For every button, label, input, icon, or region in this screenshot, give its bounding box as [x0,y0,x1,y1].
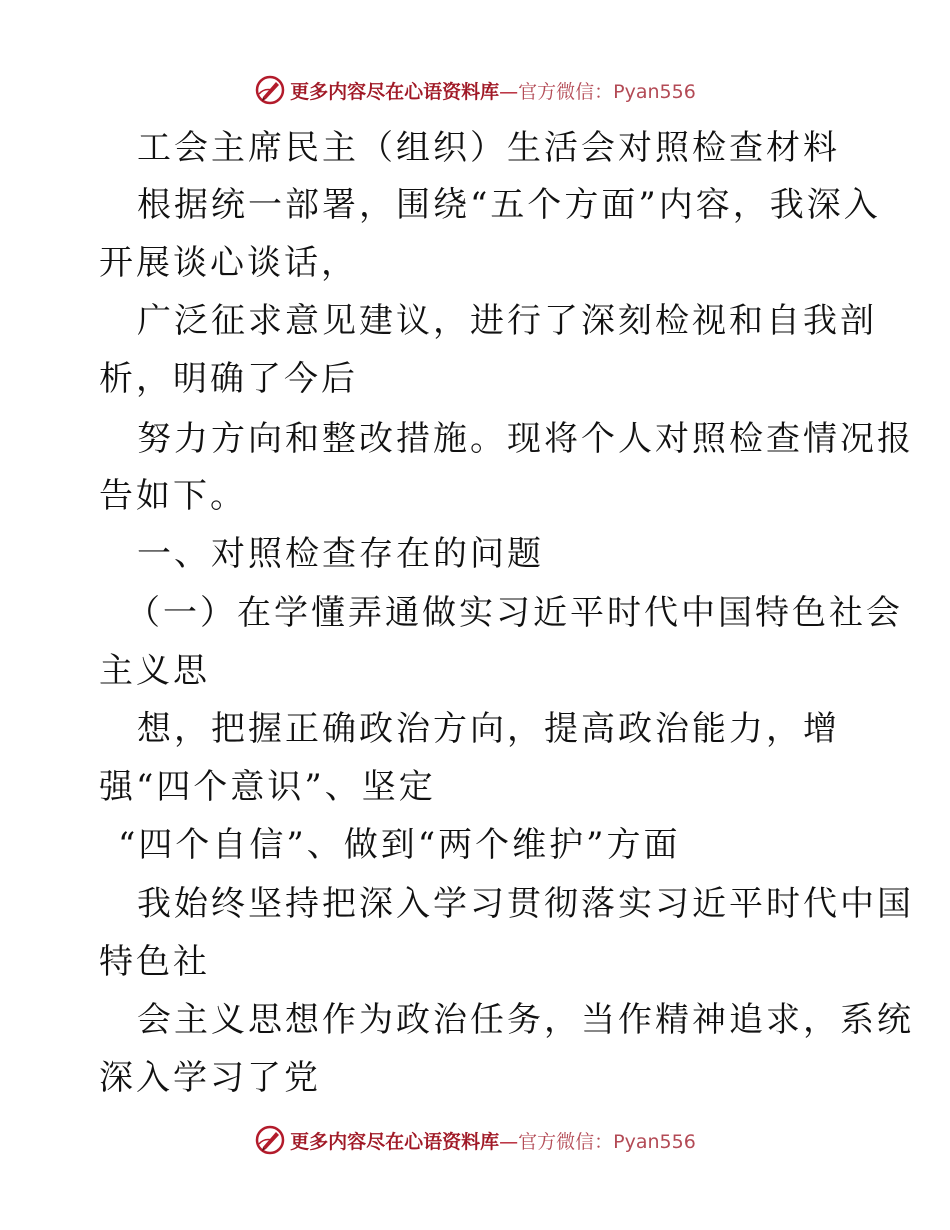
paragraph-line: 想，把握正确政治方向，提高政治能力，增 [137,709,840,749]
paragraph-line: 主义思 [99,651,210,691]
paragraph-line: 会主义思想作为政治任务，当作精神追求，系统 [137,1000,914,1040]
subsection-heading: （一）在学懂弄通做实习近平时代中国特色社会 [126,593,903,633]
paragraph-line: 根据统一部署，围绕“五个方面”内容，我深入 [137,185,881,225]
watermark-contact: 官方微信：Pyan556 [518,1130,696,1153]
watermark-text [290,1127,696,1154]
footer-watermark [0,1120,950,1160]
watermark-separator: — [499,80,519,103]
paragraph-line: 特色社 [99,942,210,982]
pen-logo-icon [254,1124,286,1156]
paragraph-line: 我始终坚持把深入学习贯彻落实习近平时代中国 [137,884,914,924]
watermark-brand: 更多内容尽在心语资料库 [290,80,500,103]
pen-logo-icon [254,74,286,106]
paragraph-line: 开展谈心谈话， [99,243,358,283]
paragraph-line: 强“四个意识”、坚定 [99,767,436,807]
watermark-separator: — [499,1130,519,1153]
paragraph-line: 广泛征求意见建议，进行了深刻检视和自我剖 [137,301,877,341]
watermark-brand: 更多内容尽在心语资料库 [290,1130,500,1153]
paragraph-line: “四个自信”、做到“两个维护”方面 [118,825,681,865]
paragraph-line: 努力方向和整改措施。现将个人对照检查情况报 [137,419,914,459]
watermark-text [290,77,696,104]
paragraph-line: 深入学习了党 [99,1058,321,1098]
section-heading: 一、对照检查存在的问题 [137,534,544,574]
document-title: 工会主席民主（组织）生活会对照检查材料 [137,128,840,168]
paragraph-line: 告如下。 [99,476,247,516]
paragraph-line: 析，明确了今后 [99,359,358,399]
header-watermark [0,70,950,110]
watermark-contact: 官方微信：Pyan556 [518,80,696,103]
